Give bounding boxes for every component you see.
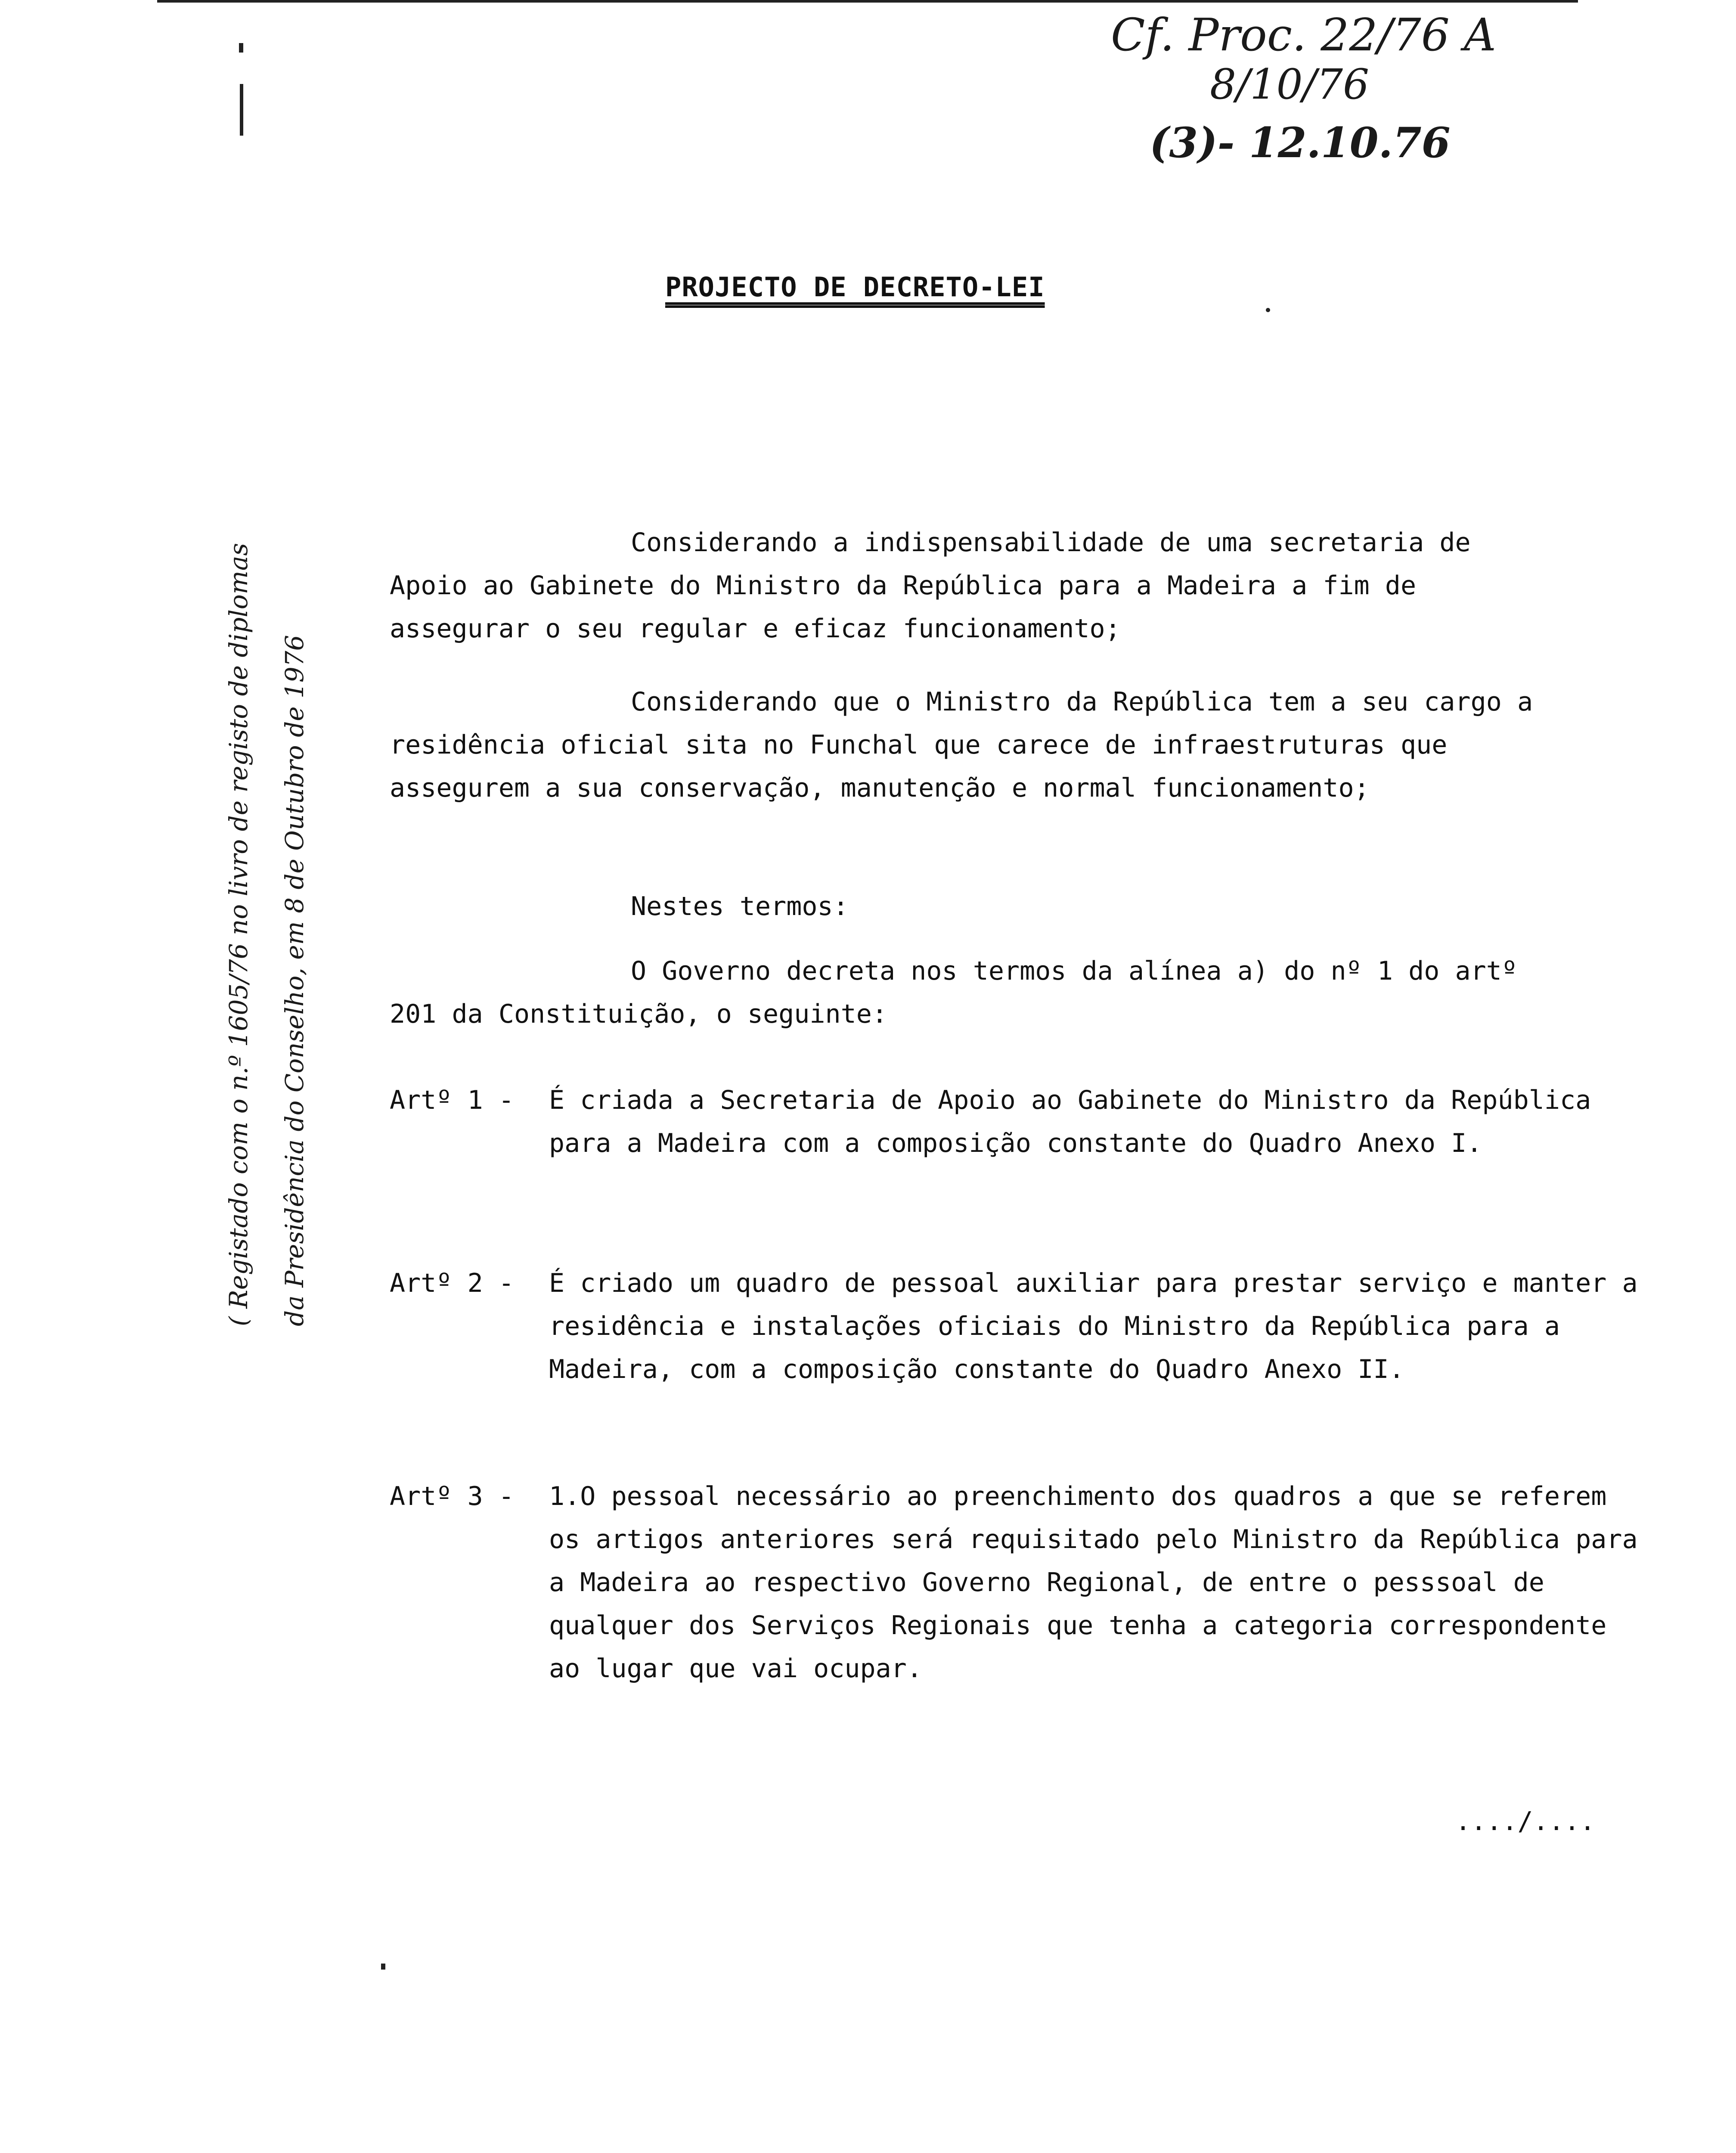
- margin-tick-mark: [240, 84, 243, 136]
- article-label: Artº 2 -: [390, 1268, 514, 1298]
- margin-tick-mark: [239, 43, 243, 53]
- preamble-paragraph-2: Considerando que o Ministro da República tem a seu cargo a residência oficial sita no Funchal que carece de infraestruturas que assegurem a sua conservação, manutenção e normal funcionamento;: [390, 687, 1533, 803]
- page-continuation-marker: ..../....: [1455, 1806, 1596, 1837]
- margin-tick-mark: [1266, 308, 1270, 312]
- article-text: 1.O pessoal necessário ao preenchimento dos quadros a que se referem os artigos anteriores será requisitado pelo Ministro da República para a Madeira ao respectivo Governo Regional, de entre o pesssoal de qualquer dos Serviços Regionais que tenha a categoria correspondente ao lugar que vai ocupar.: [549, 1481, 1638, 1684]
- article-text: É criada a Secretaria de Apoio ao Gabinete do Ministro da República para a Madeira com a composição constante do Quadro Anexo I.: [549, 1085, 1591, 1158]
- preamble-paragraph-4: O Governo decreta nos termos da alínea a) do nº 1 do artº 201 da Constituição, o seguinte:: [390, 956, 1518, 1029]
- preamble-paragraph-1: Considerando a indispensabilidade de uma secretaria de Apoio ao Gabinete do Ministro da República para a Madeira a fim de assegurar o seu regular e eficaz funcionamento;: [390, 527, 1471, 644]
- margin-registry-stamp-line-2: da Presidência do Conselho, em 8 de Outubro de 1976: [280, 635, 309, 1326]
- margin-registry-stamp-line-1: ( Registado com o n.º 1605/76 no livro de registo de diplomas: [224, 543, 253, 1326]
- document-title: PROJECTO DE DECRETO-LEI: [665, 271, 1045, 303]
- handwritten-entry-number: (3)- 12.10.76: [1150, 118, 1451, 167]
- article-label: Artº 3 -: [390, 1481, 514, 1511]
- margin-dot: [381, 1964, 385, 1970]
- top-border-line: [157, 0, 1578, 3]
- article-text: É criado um quadro de pessoal auxiliar para prestar serviço e manter a residência e instalações oficiais do Ministro da República para a Madeira, com a composição constante do Quadro Anexo II.: [549, 1268, 1638, 1384]
- handwritten-process-reference: Cf. Proc. 22/76 A: [1111, 9, 1497, 61]
- handwritten-date: 8/10/76: [1210, 60, 1370, 109]
- article-label: Artº 1 -: [390, 1085, 514, 1115]
- preamble-paragraph-3: Nestes termos:: [631, 891, 849, 921]
